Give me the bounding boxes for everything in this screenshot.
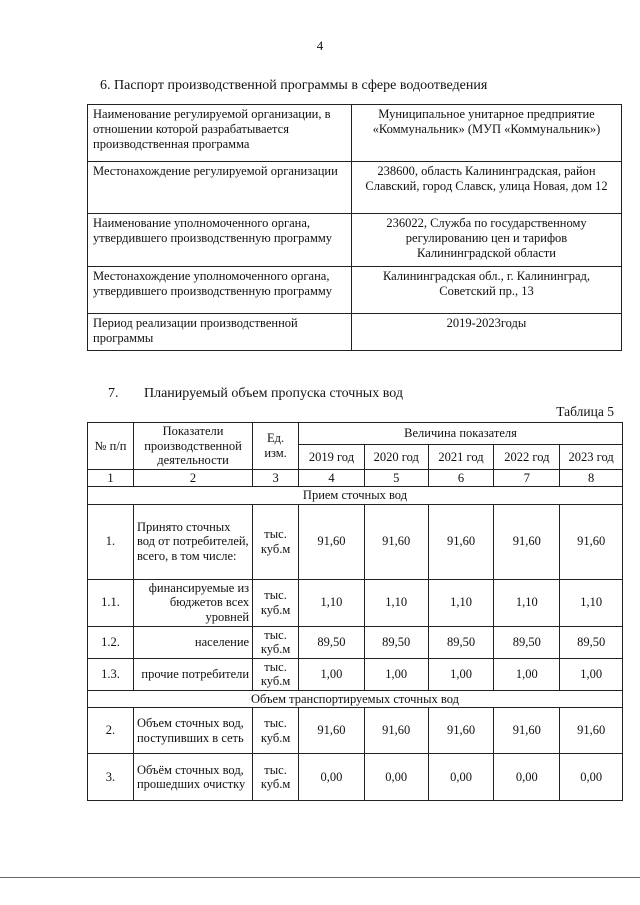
- passport-row: [88, 267, 622, 314]
- section-a-title: Прием сточных вод: [88, 487, 623, 505]
- section-b-title: Объем транспортируемых сточных вод: [88, 690, 623, 708]
- row-unit: тыс. куб.м: [253, 658, 299, 690]
- row-value: 0,00: [299, 754, 365, 801]
- section-7-heading: Планируемый объем пропуска сточных вод: [144, 386, 403, 401]
- table-row: [88, 504, 623, 579]
- row-num: 3.: [88, 754, 134, 801]
- row-value: 91,60: [299, 504, 365, 579]
- passport-label: Местонахождение регулируемой организации: [88, 162, 352, 214]
- section-row: [88, 487, 623, 505]
- row-value: 91,60: [428, 708, 494, 754]
- row-value: 1,10: [494, 579, 560, 626]
- passport-label: Наименование уполномоченного органа, утвердившего производственную программу: [88, 214, 352, 267]
- row-num: 1.: [88, 504, 134, 579]
- header-row-1: [88, 423, 623, 445]
- row-value: 1,00: [560, 658, 623, 690]
- section-7-number: 7.: [108, 386, 119, 401]
- header-indicator: Показатели производственной деятельности: [133, 423, 252, 470]
- row-value: 91,60: [364, 708, 428, 754]
- table-row: [88, 708, 623, 754]
- header-num: № п/п: [88, 423, 134, 470]
- passport-value: Муниципальное унитарное предприятие «Коммунальник» (МУП «Коммунальник»): [352, 105, 622, 162]
- passport-row: [88, 162, 622, 214]
- passport-value: 238600, область Калининградская, район Славский, город Славск, улица Новая, дом 12: [352, 162, 622, 214]
- section-6-title: 6. Паспорт производственной программы в сфере водоотведения: [100, 78, 488, 93]
- program-passport-table: [87, 104, 622, 351]
- row-value: 1,10: [428, 579, 494, 626]
- col-number: 7: [494, 469, 560, 487]
- row-unit: тыс. куб.м: [253, 504, 299, 579]
- row-value: 1,10: [364, 579, 428, 626]
- row-value: 91,60: [560, 504, 623, 579]
- row-value: 0,00: [494, 754, 560, 801]
- row-indicator: население: [133, 626, 252, 658]
- row-value: 1,00: [428, 658, 494, 690]
- row-value: 1,10: [299, 579, 365, 626]
- row-num: 2.: [88, 708, 134, 754]
- row-unit: тыс. куб.м: [253, 579, 299, 626]
- section-7-title: [108, 386, 403, 402]
- header-value-group: Величина показателя: [299, 423, 623, 445]
- row-num: 1.1.: [88, 579, 134, 626]
- row-value: 91,60: [428, 504, 494, 579]
- row-value: 91,60: [299, 708, 365, 754]
- table-row: [88, 579, 623, 626]
- row-num: 1.3.: [88, 658, 134, 690]
- col-number: 5: [364, 469, 428, 487]
- row-num: 1.2.: [88, 626, 134, 658]
- row-value: 89,50: [364, 626, 428, 658]
- page-bottom-divider: [0, 877, 640, 878]
- row-indicator: Объем сточных вод, поступивших в сеть: [133, 708, 252, 754]
- row-indicator: Принято сточных вод от потребителей, всего, в том числе:: [133, 504, 252, 579]
- passport-row: [88, 214, 622, 267]
- row-value: 1,10: [560, 579, 623, 626]
- row-value: 91,60: [494, 504, 560, 579]
- col-number: 1: [88, 469, 134, 487]
- row-indicator: Объём сточных вод, прошедших очистку: [133, 754, 252, 801]
- header-year: 2021 год: [428, 445, 494, 469]
- row-value: 0,00: [560, 754, 623, 801]
- row-value: 89,50: [494, 626, 560, 658]
- header-year: 2023 год: [560, 445, 623, 469]
- row-value: 1,00: [494, 658, 560, 690]
- row-unit: тыс. куб.м: [253, 626, 299, 658]
- header-year: 2019 год: [299, 445, 365, 469]
- passport-value: Калининградская обл., г. Калининград, Советский пр., 13: [352, 267, 622, 314]
- row-value: 1,00: [364, 658, 428, 690]
- header-year: 2020 год: [364, 445, 428, 469]
- row-unit: тыс. куб.м: [253, 754, 299, 801]
- passport-label: Наименование регулируемой организации, в отношении которой разрабатывается производственная программа: [88, 105, 352, 162]
- passport-value: 2019-2023годы: [352, 314, 622, 351]
- row-value: 89,50: [560, 626, 623, 658]
- section-row: [88, 690, 623, 708]
- wastewater-volume-table: [87, 422, 623, 801]
- passport-row: [88, 314, 622, 351]
- col-number: 2: [133, 469, 252, 487]
- col-number: 8: [560, 469, 623, 487]
- row-unit: тыс. куб.м: [253, 708, 299, 754]
- header-year: 2022 год: [494, 445, 560, 469]
- col-number: 3: [253, 469, 299, 487]
- row-value: 89,50: [299, 626, 365, 658]
- table-row: [88, 754, 623, 801]
- row-value: 1,00: [299, 658, 365, 690]
- row-value: 91,60: [494, 708, 560, 754]
- table-row: [88, 626, 623, 658]
- table-row: [88, 658, 623, 690]
- row-value: 0,00: [428, 754, 494, 801]
- page-number: 4: [316, 38, 324, 53]
- table-label: Таблица 5: [556, 404, 614, 419]
- column-number-row: [88, 469, 623, 487]
- passport-row: [88, 105, 622, 162]
- row-indicator: прочие потребители: [133, 658, 252, 690]
- passport-value: 236022, Служба по государственному регулированию цен и тарифов Калининградской области: [352, 214, 622, 267]
- row-value: 89,50: [428, 626, 494, 658]
- row-value: 91,60: [364, 504, 428, 579]
- row-value: 0,00: [364, 754, 428, 801]
- passport-label: Местонахождение уполномоченного органа, утвердившего производственную программу: [88, 267, 352, 314]
- row-value: 91,60: [560, 708, 623, 754]
- header-unit: Ед. изм.: [253, 423, 299, 470]
- col-number: 6: [428, 469, 494, 487]
- col-number: 4: [299, 469, 365, 487]
- passport-label: Период реализации производственной программы: [88, 314, 352, 351]
- row-indicator: финансируемые из бюджетов всех уровней: [133, 579, 252, 626]
